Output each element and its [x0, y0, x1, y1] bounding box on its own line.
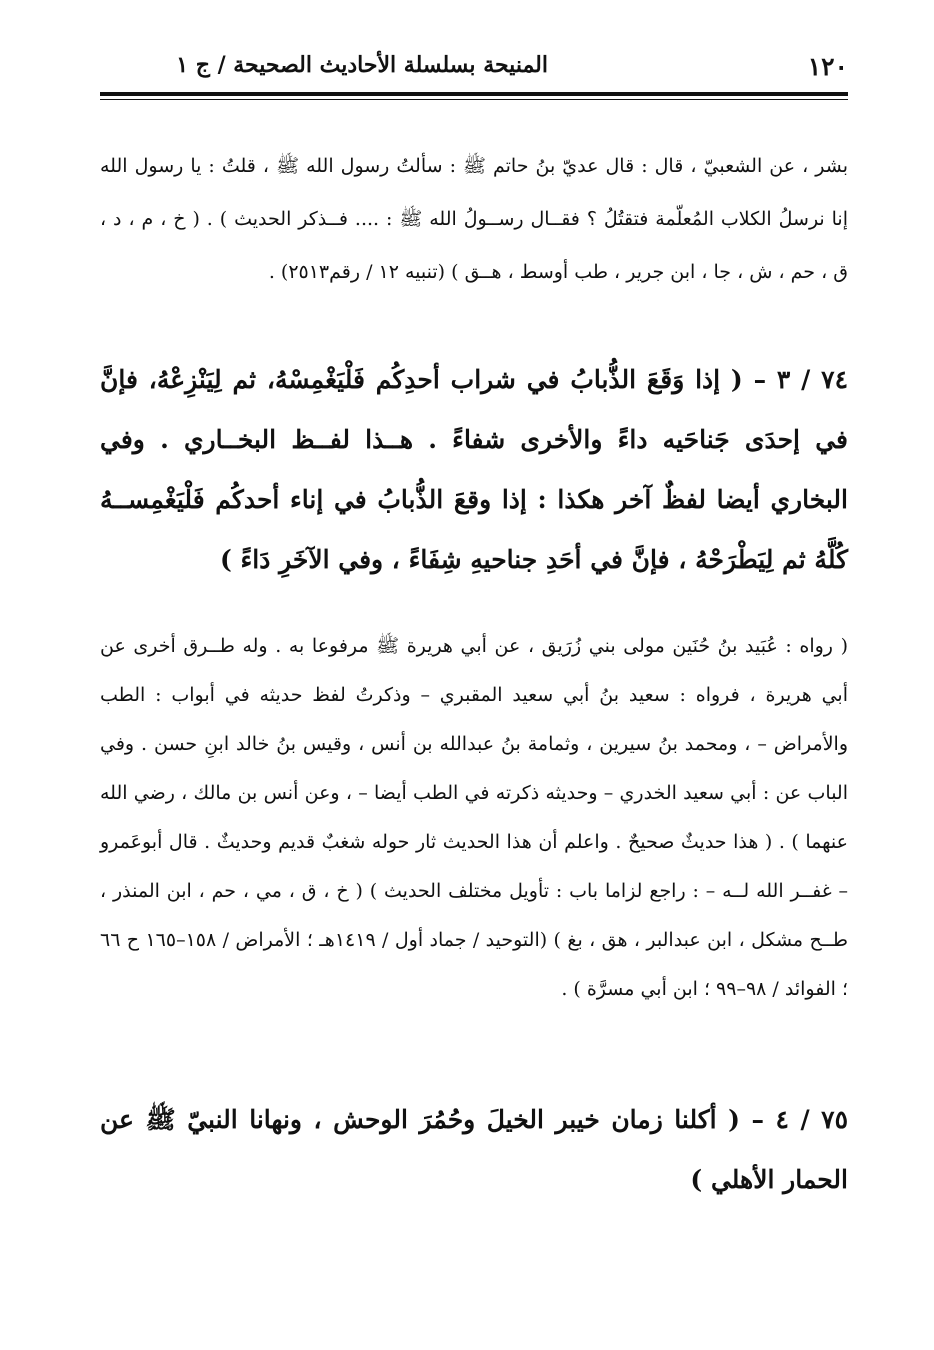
hadith-74: ٧٤ / ٣ – ( إذا وَقَعَ الذُّبابُ في شراب أحدِكُم فَلْيَغْمِسْهُ، ثم لِيَنْزِعْهُ، فإنَّ في إحدَى جَناحَيه داءً والأخرى شفاءً . هــذا لفــظ البخــاري . وفي البخاري أيضا لفظٌ آخر هكذا : إذا وقعَ الذُّبابُ في إناء أحدكُم فَلْيَغْمِســهُ كُلَّهُ ثم لِيَطْرَحْهُ ، فإنَّ في أحَدِ جناحيهِ شِفَاءً ، وفي الآخَرِ دَاءً )	[100, 365, 848, 574]
page-number: ١٢٠	[807, 52, 848, 81]
running-title: المنيحة بسلسلة الأحاديث الصحيحة / ج ١	[176, 52, 548, 78]
hadith-75: ٧٥ / ٤ – ( أكلنا زمان خيبر الخيلَ وحُمُرَ الوحش ، ونهانا النبيّ ﷺ عن الحمار الأهلي )	[100, 1105, 848, 1194]
header-rule	[100, 92, 848, 96]
commentary-74: ( رواه : عُبَيد بنُ حُنَين مولى بني زُرَيق ، عن أبي هريرة ﷺ مرفوعا به . وله طــرق أخرى عن أبي هريرة ، فرواه : سعيد بنُ أبي سعيد المقبري – وذكرتُ لفظ حديثه في أبواب : الطب والأمراض – ، ومحمد بنُ سيرين ، وثمامة بنُ عبدالله بن أنس ، وقيس بنُ خالد ابنِ حسن . وفي الباب عن : أبي سعيد الخدري – وحديثه ذكرته في الطب أيضا – ، وعن أنس بن مالك ، رضي الله عنهما ) . ( هذا حديثٌ صحيحٌ . واعلم أن هذا الحديث ثار حوله شغبٌ قديم وحديثٌ . قال أبوعَمرو – غفــر الله لــه – : راجع لزاما باب : تأويل مختلف الحديث ) ( خ ، ق ، مي ، حم ، ابن المنذر ، طــح مشكل ، ابن عبدالبر ، هق ، بغ ) (التوحيد / جماد أول / ١٤١٩هـ ؛ الأمراض / ١٥٨–١٦٥ ح ٦٦ ؛ الفوائد / ٩٨–٩٩ ؛ ابن أبي مسرَّة ) .	[100, 635, 849, 1000]
text-block-continuation: بشر ، عن الشعبيّ ، قال : قال عديّ بنُ حاتم ﷺ : سألتُ رسول الله ﷺ ، قلتُ : يا رسول الله إنا نرسلُ الكلاب المُعلّمة فتقتُلُ ؟ فقــال رســولُ الله ﷺ : .... فــذكر الحديث ) . ( خ ، م ، د ، ق ، حم ، ش ، جا ، ابن جرير ، طب أوسط ، هــق ) (تنبيه ١٢ / رقم٢٥١٣) .	[100, 155, 848, 283]
page-header	[100, 50, 848, 90]
header-rule-thin	[100, 99, 848, 100]
